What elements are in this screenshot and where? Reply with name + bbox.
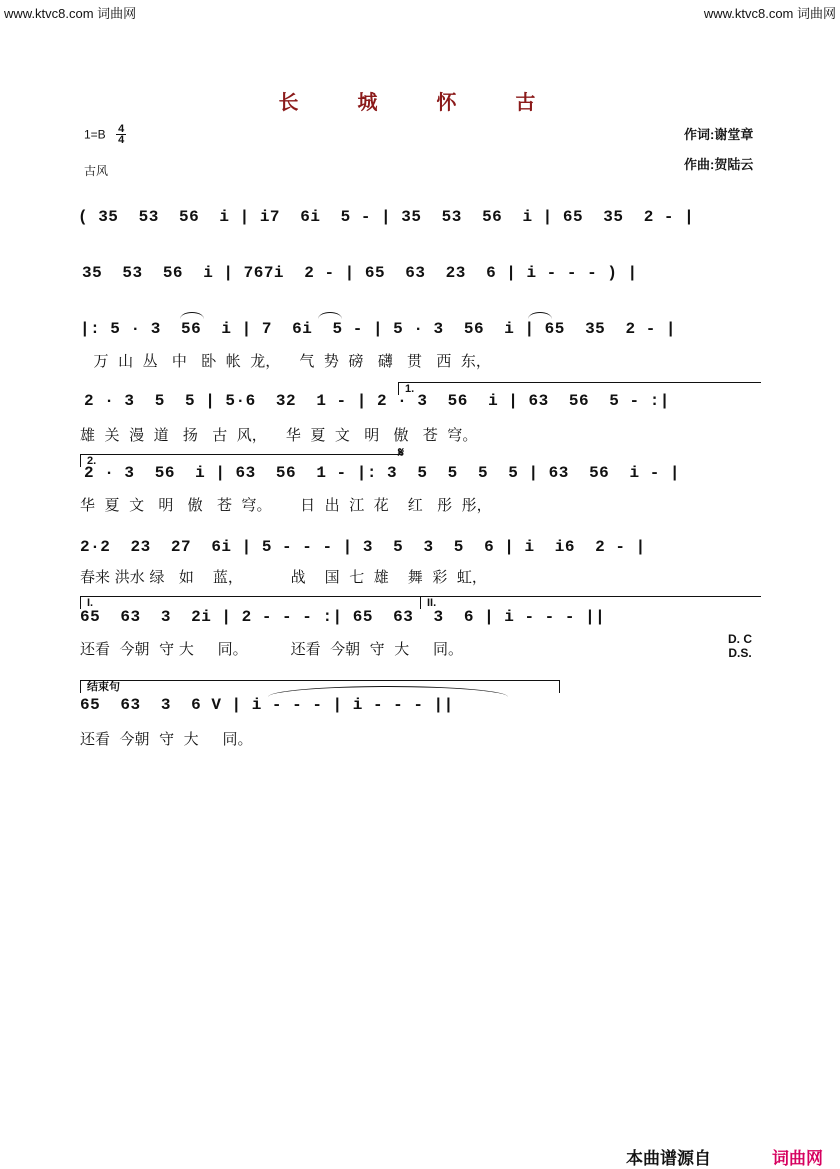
score-row-3: |: 5 · 3 56 i | 7 6i 5 - | 5 · 3 56 i | 65 35 2 - |	[80, 320, 676, 338]
lyrics-row-6: 春来 洪水 绿 如 蓝， 战 国 七 雄 舞 彩 虹，	[80, 568, 487, 586]
volta-first-b: I.	[80, 596, 421, 609]
lyrics-row-4: 雄 关 漫 道 扬 古 风， 华 夏 文 明 傲 苍 穹。	[80, 426, 478, 444]
score-row-4: 2 · 3 5 5 | 5·6 32 1 - | 2 · 3 56 i | 63 56 5 - :|	[84, 392, 670, 410]
composer: 作曲:贺陆云	[684, 157, 754, 172]
footer-logo[interactable]: 词曲网	[772, 1149, 823, 1168]
score-row-6: 2·2 23 27 6i | 5 - - - | 3 5 3 5 6 | i i6 2 - |	[80, 538, 646, 556]
lyrics-row-3: 万 山 丛 中 卧 帐 龙， 气 势 磅 礴 贯 西 东，	[84, 352, 491, 370]
watermark-left: www.ktvc8.com 词曲网	[4, 6, 137, 21]
slur	[318, 312, 342, 319]
watermark-right: www.ktvc8.com 词曲网	[703, 6, 836, 21]
lyrics-row-5: 华 夏 文 明 傲 苍 穹。 日 出 江 花 红 彤 彤，	[80, 496, 492, 514]
slur	[180, 312, 204, 319]
ds-mark: D.S.	[728, 646, 752, 660]
volta-second-b: II.	[420, 596, 761, 609]
time-top: 4	[118, 123, 125, 135]
time-bottom: 4	[118, 134, 125, 146]
lyrics-row-8: 还看 今朝 守 大 同。	[80, 730, 253, 748]
dc-ds-marks	[728, 632, 752, 660]
song-title: 长 城 怀 古	[278, 90, 562, 114]
style-label: 古风	[84, 164, 109, 178]
key-signature	[84, 124, 126, 145]
volta-coda: 结束句	[80, 680, 560, 693]
slur	[528, 312, 552, 319]
score-row-5: 2 · 3 56 i | 63 56 1 - |: 3 5 5 5 5 | 63 56 i - |	[84, 464, 680, 482]
segno-sign: 𝄋	[398, 444, 405, 460]
footer-source: 本曲谱源自	[626, 1149, 711, 1168]
score-row-2: 35 53 56 i | 767i 2 - | 65 63 23 6 | i - - - ) |	[82, 264, 638, 282]
score-row-7: 65 63 3 2i | 2 - - - :| 65 63 3 6 | i - - - ||	[80, 608, 606, 626]
lyricist: 作词:谢堂章	[684, 127, 754, 142]
lyrics-row-7: 还看 今朝 守 大 同。 还看 今朝 守 大 同。	[80, 640, 464, 658]
dc-mark: D. C	[728, 632, 752, 646]
score-row-8: 65 63 3 6 V | i - - - | i - - - ||	[80, 696, 454, 714]
time-signature	[116, 124, 126, 145]
volta-second: 2.	[80, 454, 403, 467]
score-row-1: ( 35 53 56 i | i7 6i 5 - | 35 53 56 i | 65 35 2 - |	[78, 208, 695, 226]
volta-first: 1.	[398, 382, 761, 395]
key-label: 1=B	[84, 127, 106, 142]
